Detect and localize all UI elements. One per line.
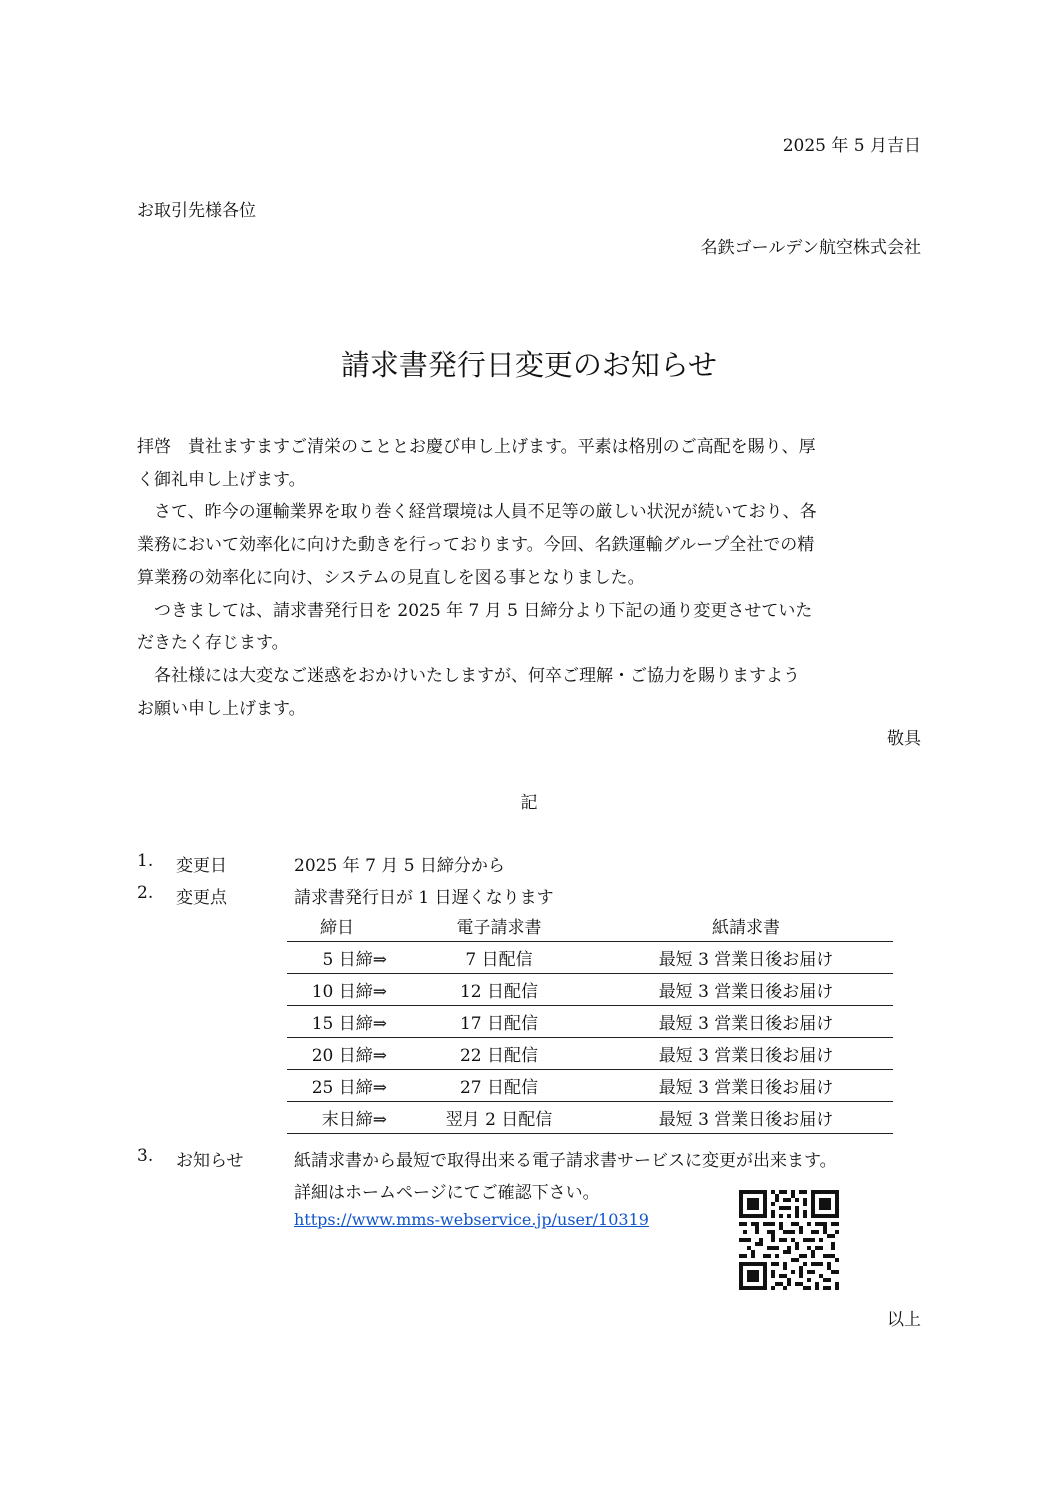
table-row	[287, 1038, 893, 1070]
notice-detail: 詳細はホームページにてご確認下さい。	[294, 1183, 600, 1203]
table-cell: 最短 3 営業日後お届け	[599, 1038, 893, 1070]
item-number: 2.	[137, 883, 154, 903]
table-cell: 15 日締⇒	[287, 1006, 399, 1038]
column-header: 電子請求書	[399, 909, 599, 942]
item-label: 変更日	[176, 856, 227, 876]
table-row	[287, 1070, 893, 1102]
table-row	[287, 1006, 893, 1038]
body-line: 業務において効率化に向けた動きを行っております。今回、名鉄運輸グループ全社での精	[137, 535, 815, 556]
table-cell: 25 日締⇒	[287, 1070, 399, 1102]
body-line: 算業務の効率化に向け、システムの見直しを図る事となりました。	[137, 567, 645, 588]
document-date: 2025 年 5 月吉日	[782, 136, 921, 156]
body-line: 拝啓 貴社ますますご清栄のこととお慶び申し上げます。平素は格別のご高配を賜り、厚	[137, 437, 816, 457]
table-cell: 22 日配信	[399, 1038, 599, 1070]
table-cell: 最短 3 営業日後お届け	[599, 1070, 893, 1102]
table-cell: 10 日締⇒	[287, 974, 399, 1006]
service-url-link[interactable]: https://www.mms-webservice.jp/user/10319	[294, 1210, 649, 1229]
table-row	[287, 974, 893, 1006]
table-cell: 最短 3 営業日後お届け	[599, 1006, 893, 1038]
item-value: 2025 年 7 月 5 日締分から	[294, 856, 505, 876]
table-cell: 20 日締⇒	[287, 1038, 399, 1070]
item-label: お知らせ	[176, 1151, 244, 1171]
body-line: お願い申し上げます。	[137, 698, 306, 719]
table-row	[287, 1102, 893, 1134]
table-cell: 5 日締⇒	[287, 942, 399, 974]
table-cell: 12 日配信	[399, 974, 599, 1006]
table-cell: 27 日配信	[399, 1070, 599, 1102]
body-line: 各社様には大変なご迷惑をおかけいたしますが、何卒ご理解・ご協力を賜りますよう	[137, 665, 800, 686]
item-number: 1.	[137, 851, 154, 871]
document-title: 請求書発行日変更のお知らせ	[340, 348, 718, 382]
schedule-table	[287, 909, 893, 1134]
letter-body	[137, 431, 921, 725]
item-value: 請求書発行日が 1 日遅くなります	[294, 888, 554, 908]
recipient: お取引先様各位	[137, 201, 256, 221]
item-value: 紙請求書から最短で取得出来る電子請求書サービスに変更が出来ます。	[294, 1151, 837, 1171]
column-header: 紙請求書	[599, 909, 893, 942]
closing-ijo: 以上	[887, 1310, 921, 1330]
body-line: さて、昨今の運輸業界を取り巻く経営環境は人員不足等の厳しい状況が続いており、各	[137, 502, 817, 523]
ki-heading: 記	[520, 793, 538, 813]
table-cell: 翌月 2 日配信	[399, 1102, 599, 1134]
body-line: く御礼申し上げます。	[137, 469, 306, 490]
table-header-row	[287, 909, 893, 942]
table-cell: 末日締⇒	[287, 1102, 399, 1134]
table-cell: 最短 3 営業日後お届け	[599, 942, 893, 974]
item-number: 3.	[137, 1146, 154, 1166]
column-header: 締日	[287, 909, 399, 942]
body-line: だきたく存じます。	[137, 633, 289, 654]
table-row	[287, 942, 893, 974]
body-line: つきましては、請求書発行日を 2025 年 7 月 5 日締分より下記の通り変更させていた	[137, 600, 813, 621]
table-cell: 最短 3 営業日後お届け	[599, 974, 893, 1006]
table-cell: 7 日配信	[399, 942, 599, 974]
item-label: 変更点	[176, 888, 227, 908]
table-cell: 17 日配信	[399, 1006, 599, 1038]
sender-company: 名鉄ゴールデン航空株式会社	[700, 238, 921, 258]
table-cell: 最短 3 営業日後お届け	[599, 1102, 893, 1134]
qr-code-icon[interactable]	[739, 1190, 839, 1290]
closing-keigu: 敬具	[887, 729, 921, 749]
